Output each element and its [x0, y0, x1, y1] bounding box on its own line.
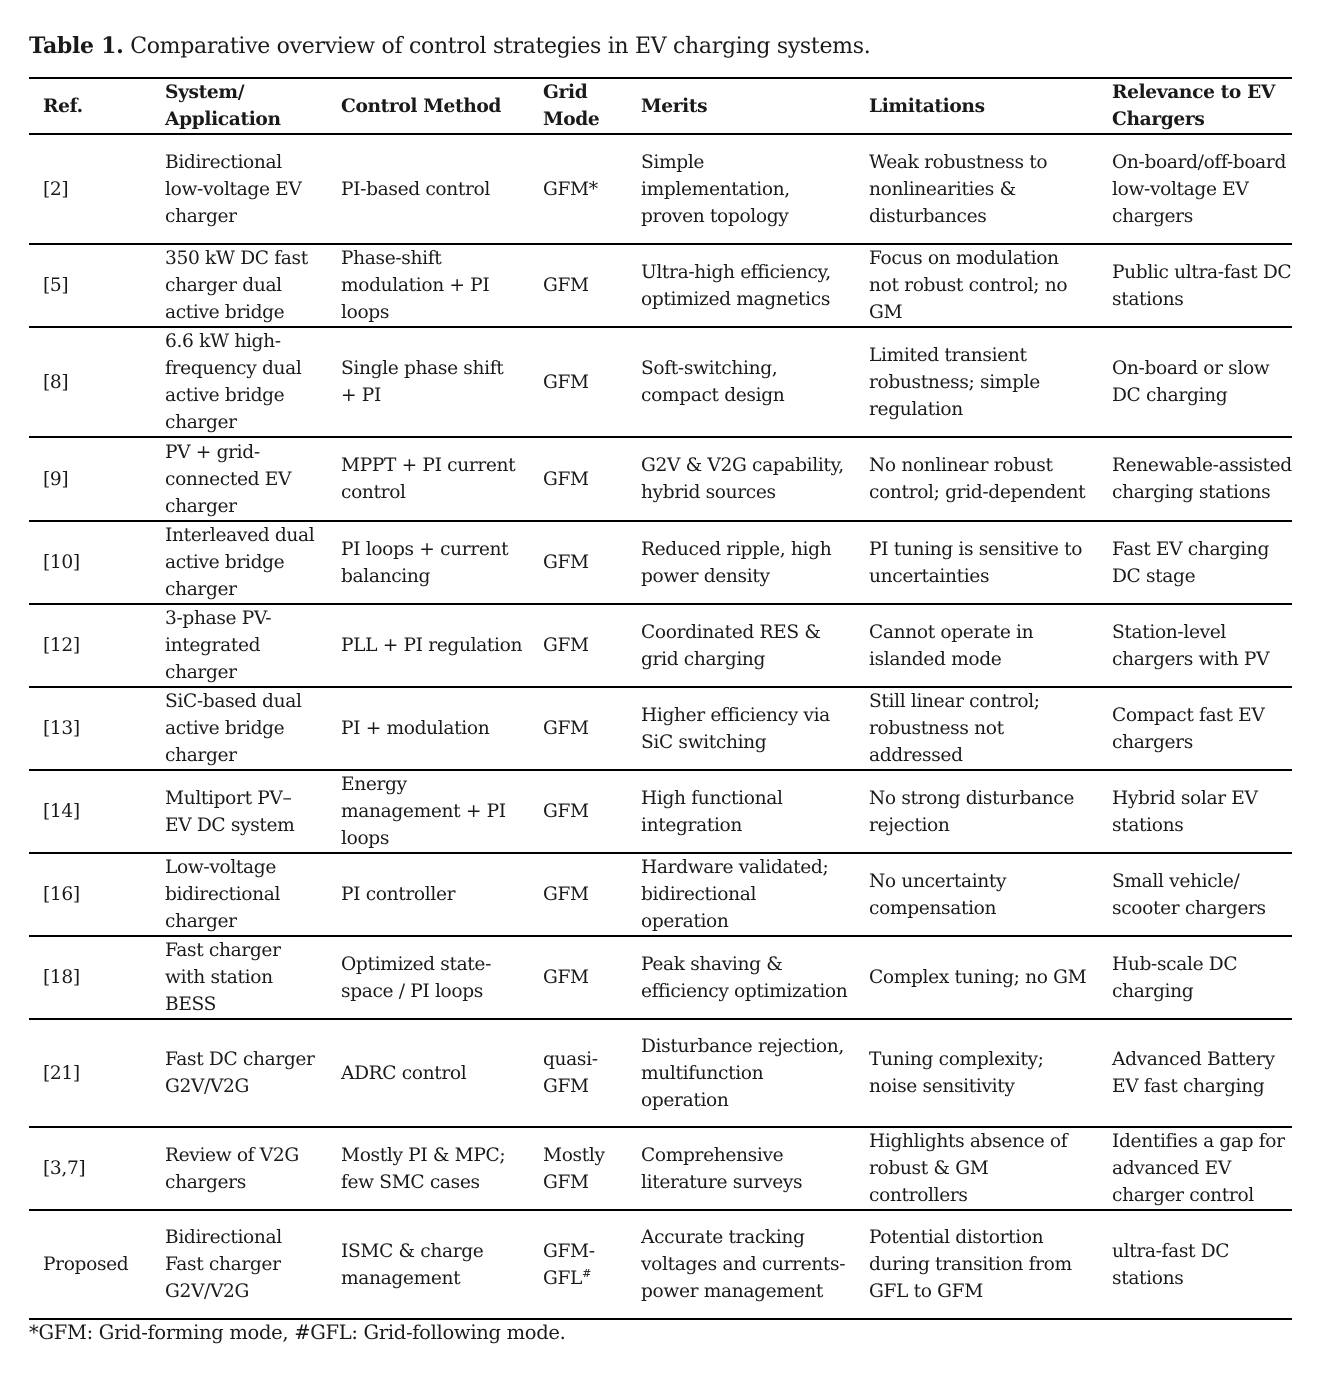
cell-limitations-text: Cannot operate in islanded mode — [869, 621, 1034, 670]
cell-system — [151, 1127, 327, 1210]
cell-control-method — [327, 327, 529, 437]
comparison-table — [29, 77, 1292, 1320]
cell-merits-text: Disturbance rejection, multifunction operation — [641, 1035, 844, 1111]
header-limitations: Limitations — [869, 95, 985, 117]
cell-control-method — [327, 134, 529, 244]
cell-limitations-text: No uncertainty compensation — [869, 870, 1007, 919]
table-body — [29, 134, 1292, 1319]
table-row — [29, 604, 1292, 687]
header-system: System/ Application — [165, 82, 281, 130]
cell-relevance — [1098, 327, 1292, 437]
cell-limitations — [855, 521, 1098, 604]
cell-grid-mode-text: GFM* — [543, 178, 598, 200]
cell-grid-mode — [529, 936, 627, 1019]
cell-control-method — [327, 1210, 529, 1319]
cell-limitations — [855, 1210, 1098, 1319]
cell-ref — [29, 604, 151, 687]
cell-merits-text: Comprehensive literature surveys — [641, 1144, 803, 1193]
cell-relevance-text: Hybrid solar EV stations — [1112, 787, 1258, 836]
cell-relevance — [1098, 521, 1292, 604]
cell-limitations-text: No nonlinear robust control; grid-dependent — [869, 455, 1086, 503]
cell-control-method-text: Single phase shift + PI — [341, 358, 504, 406]
cell-control-method — [327, 1127, 529, 1210]
cell-merits-text: High functional integration — [641, 787, 783, 836]
cell-relevance — [1098, 770, 1292, 853]
cell-ref-text: [13] — [43, 718, 80, 739]
cell-ref-text: [10] — [43, 552, 80, 573]
cell-relevance — [1098, 1127, 1292, 1210]
cell-grid-mode-text: GFM — [543, 884, 589, 905]
cell-ref — [29, 1019, 151, 1127]
cell-system — [151, 853, 327, 936]
cell-grid-mode — [529, 853, 627, 936]
cell-relevance-text: Station-level chargers with PV — [1112, 621, 1270, 670]
table-row — [29, 327, 1292, 437]
cell-system — [151, 1019, 327, 1127]
cell-system-text: Multiport PV–EV DC system — [165, 787, 295, 836]
table-row — [29, 936, 1292, 1019]
cell-limitations-text: Limited transient robustness; simple regulation — [869, 344, 1040, 420]
cell-relevance-text: Small vehicle/ scooter chargers — [1112, 870, 1266, 919]
table-row — [29, 134, 1292, 244]
table-row — [29, 437, 1292, 521]
cell-merits-text: Soft-switching, compact design — [641, 358, 785, 406]
cell-control-method — [327, 1019, 529, 1127]
cell-limitations-text: Focus on modulation not robust control; no GM — [869, 248, 1068, 323]
cell-limitations — [855, 604, 1098, 687]
header-relevance: Relevance to EV Chargers — [1112, 82, 1275, 130]
cell-ref-text: [12] — [43, 635, 80, 656]
cell-system-text: 3-phase PV-integrated charger — [165, 608, 272, 683]
cell-merits-text: Hardware validated; bidirectional operation — [641, 857, 829, 932]
cell-ref — [29, 1210, 151, 1319]
cell-ref — [29, 1127, 151, 1210]
cell-control-method-text: Optimized state-space / PI loops — [341, 953, 492, 1002]
table-caption-label: Table 1. — [29, 33, 124, 59]
cell-limitations-text: Still linear control; robustness not addressed — [869, 691, 1040, 766]
cell-control-method — [327, 521, 529, 604]
table-footnote: *GFM: Grid-forming mode, #GFL: Grid-following mode. — [29, 1321, 566, 1344]
cell-grid-mode-text: Mostly GFM — [543, 1144, 605, 1193]
cell-ref — [29, 853, 151, 936]
table-row — [29, 853, 1292, 936]
cell-control-method-text: PI controller — [341, 884, 456, 905]
cell-limitations — [855, 1019, 1098, 1127]
cell-relevance — [1098, 134, 1292, 244]
cell-ref — [29, 437, 151, 521]
cell-relevance-text: Advanced Battery EV fast charging — [1112, 1049, 1275, 1097]
cell-ref-text: [16] — [43, 884, 80, 905]
cell-control-method-text: PI + modulation — [341, 718, 490, 739]
cell-relevance-text: ultra-fast DC stations — [1112, 1240, 1230, 1289]
cell-grid-mode-text: GFM — [543, 967, 589, 988]
table-row — [29, 1019, 1292, 1127]
cell-limitations — [855, 437, 1098, 521]
cell-merits — [627, 770, 855, 853]
cell-system-text: Low-voltage bidirectional charger — [165, 857, 281, 932]
cell-merits-text: Simple implementation, proven topology — [641, 151, 790, 227]
table-row — [29, 1210, 1292, 1319]
header-ref: Ref. — [43, 95, 83, 117]
cell-relevance-text: Compact fast EV chargers — [1112, 704, 1265, 753]
cell-limitations-text: No strong disturbance rejection — [869, 787, 1075, 836]
cell-control-method — [327, 853, 529, 936]
cell-control-method-text: PI loops + current balancing — [341, 538, 509, 587]
cell-control-method-text: ISMC & charge management — [341, 1240, 484, 1289]
cell-system-text: PV + grid-connected EV charger — [165, 441, 292, 517]
cell-limitations — [855, 936, 1098, 1019]
cell-system-text: Bidirectional low-voltage EV charger — [165, 151, 302, 227]
cell-merits — [627, 437, 855, 521]
cell-merits-text: Peak shaving & efficiency optimization — [641, 953, 848, 1002]
cell-relevance-text: On-board/off-board low-voltage EV chargers — [1112, 151, 1286, 227]
cell-relevance — [1098, 437, 1292, 521]
cell-limitations — [855, 770, 1098, 853]
cell-grid-mode-text: quasi-GFM — [543, 1049, 598, 1097]
cell-control-method — [327, 604, 529, 687]
cell-grid-mode-text: GFM — [543, 635, 589, 656]
cell-relevance — [1098, 1210, 1292, 1319]
cell-ref — [29, 244, 151, 327]
cell-ref-text: [8] — [43, 371, 69, 393]
cell-relevance — [1098, 244, 1292, 327]
cell-relevance-text: Public ultra-fast DC stations — [1112, 261, 1292, 310]
header-merits: Merits — [641, 95, 708, 117]
cell-ref-text: [5] — [43, 275, 69, 296]
cell-control-method — [327, 244, 529, 327]
cell-merits — [627, 936, 855, 1019]
cell-merits-text: Accurate tracking voltages and currents- power management — [641, 1227, 846, 1302]
cell-grid-mode — [529, 134, 627, 244]
cell-grid-mode — [529, 437, 627, 521]
cell-merits — [627, 604, 855, 687]
cell-relevance — [1098, 604, 1292, 687]
cell-merits — [627, 1019, 855, 1127]
cell-system-text: Fast charger with station BESS — [165, 940, 281, 1015]
table-caption — [29, 30, 870, 63]
header-control-method: Control Method — [341, 95, 502, 117]
cell-ref — [29, 936, 151, 1019]
cell-relevance-text: On-board or slow DC charging — [1112, 358, 1270, 406]
cell-control-method-text: Energy management + PI loops — [341, 774, 506, 849]
cell-system — [151, 936, 327, 1019]
cell-control-method-text: ADRC control — [341, 1062, 467, 1084]
cell-system — [151, 327, 327, 437]
cell-limitations — [855, 1127, 1098, 1210]
cell-limitations — [855, 327, 1098, 437]
cell-control-method-text: MPPT + PI current control — [341, 455, 516, 503]
cell-ref — [29, 687, 151, 770]
cell-system-text: 350 kW DC fast charger dual active bridge — [165, 248, 308, 323]
cell-ref-text: [3,7] — [43, 1158, 86, 1179]
cell-merits — [627, 327, 855, 437]
cell-grid-mode-text: GFM — [543, 371, 589, 393]
cell-system — [151, 1210, 327, 1319]
cell-system-text: SiC-based dual active bridge charger — [165, 691, 302, 766]
cell-relevance — [1098, 1019, 1292, 1127]
cell-grid-mode — [529, 1210, 627, 1319]
cell-control-method — [327, 687, 529, 770]
cell-limitations — [855, 687, 1098, 770]
cell-relevance-text: Identifies a gap for advanced EV charger control — [1112, 1131, 1285, 1206]
cell-grid-mode — [529, 327, 627, 437]
cell-grid-mode-text: GFM — [543, 552, 589, 573]
cell-grid-mode — [529, 521, 627, 604]
cell-limitations — [855, 244, 1098, 327]
cell-ref-text: [9] — [43, 468, 69, 490]
cell-system — [151, 521, 327, 604]
cell-system — [151, 687, 327, 770]
cell-merits-text: Higher efficiency via SiC switching — [641, 704, 830, 753]
cell-relevance-text: Renewable-assisted charging stations — [1112, 455, 1292, 503]
cell-ref — [29, 770, 151, 853]
cell-relevance — [1098, 687, 1292, 770]
table-row — [29, 770, 1292, 853]
cell-ref — [29, 327, 151, 437]
cell-limitations-text: Weak robustness to nonlinearities & disturbances — [869, 151, 1048, 227]
cell-merits — [627, 853, 855, 936]
cell-control-method — [327, 437, 529, 521]
cell-grid-mode — [529, 770, 627, 853]
cell-system-text: Fast DC charger G2V/V2G — [165, 1049, 315, 1097]
cell-limitations-text: Tuning complexity; noise sensitivity — [869, 1049, 1044, 1097]
cell-merits-text: Ultra-high efficiency, optimized magnetics — [641, 261, 831, 310]
cell-limitations-text: Complex tuning; no GM — [869, 967, 1087, 988]
cell-merits — [627, 521, 855, 604]
cell-grid-mode — [529, 1019, 627, 1127]
cell-grid-mode-text: GFM-GFL — [543, 1240, 595, 1289]
cell-grid-mode-text: GFM — [543, 468, 589, 490]
cell-merits-text: G2V & V2G capability, hybrid sources — [641, 455, 844, 503]
cell-relevance-text: Fast EV charging DC stage — [1112, 538, 1270, 587]
cell-grid-mode — [529, 687, 627, 770]
cell-system — [151, 604, 327, 687]
table-row — [29, 687, 1292, 770]
cell-control-method — [327, 770, 529, 853]
cell-relevance-text: Hub-scale DC charging — [1112, 953, 1238, 1002]
table-caption-text: Comparative overview of control strategies in EV charging systems. — [130, 34, 871, 59]
cell-ref — [29, 521, 151, 604]
table-row — [29, 521, 1292, 604]
cell-merits-text: Reduced ripple, high power density — [641, 538, 832, 587]
cell-limitations — [855, 853, 1098, 936]
cell-merits — [627, 1127, 855, 1210]
cell-system — [151, 134, 327, 244]
cell-relevance — [1098, 853, 1292, 936]
cell-ref-text: [21] — [43, 1062, 80, 1084]
cell-system-text: Bidirectional Fast charger G2V/V2G — [165, 1227, 282, 1302]
cell-control-method-text: Phase-shift modulation + PI loops — [341, 248, 490, 323]
cell-ref-text: [2] — [43, 178, 69, 200]
cell-system — [151, 244, 327, 327]
cell-ref-text: [14] — [43, 801, 80, 822]
cell-merits — [627, 1210, 855, 1319]
cell-limitations-text: Highlights absence of robust & GM controllers — [869, 1131, 1068, 1206]
cell-merits-text: Coordinated RES & grid charging — [641, 621, 821, 670]
header-grid-mode: Grid Mode — [543, 82, 600, 130]
cell-system-text: Interleaved dual active bridge charger — [165, 525, 315, 600]
cell-relevance — [1098, 936, 1292, 1019]
cell-merits — [627, 244, 855, 327]
cell-grid-mode-text: GFM — [543, 801, 589, 822]
cell-grid-mode — [529, 604, 627, 687]
table-row — [29, 244, 1292, 327]
cell-control-method-text: Mostly PI & MPC; few SMC cases — [341, 1144, 506, 1193]
cell-limitations-text: PI tuning is sensitive to uncertainties — [869, 538, 1083, 587]
cell-grid-mode — [529, 244, 627, 327]
cell-system-text: 6.6 kW high-frequency dual active bridge charger — [165, 331, 302, 433]
cell-ref-text: [18] — [43, 967, 80, 988]
cell-grid-mode — [529, 1127, 627, 1210]
cell-control-method — [327, 936, 529, 1019]
footnote-marker: # — [582, 1266, 591, 1280]
cell-grid-mode-text: GFM — [543, 275, 589, 296]
table-header-row — [29, 78, 1292, 134]
cell-ref — [29, 134, 151, 244]
cell-system — [151, 437, 327, 521]
cell-ref-text: Proposed — [43, 1254, 129, 1275]
cell-control-method-text: PI-based control — [341, 178, 490, 200]
cell-control-method-text: PLL + PI regulation — [341, 635, 523, 656]
cell-limitations — [855, 134, 1098, 244]
table-row — [29, 1127, 1292, 1210]
cell-limitations-text: Potential distortion during transition from GFL to GFM — [869, 1227, 1072, 1302]
cell-grid-mode-text: GFM — [543, 718, 589, 739]
cell-system — [151, 770, 327, 853]
cell-merits — [627, 134, 855, 244]
cell-merits — [627, 687, 855, 770]
cell-system-text: Review of V2G chargers — [165, 1144, 299, 1193]
